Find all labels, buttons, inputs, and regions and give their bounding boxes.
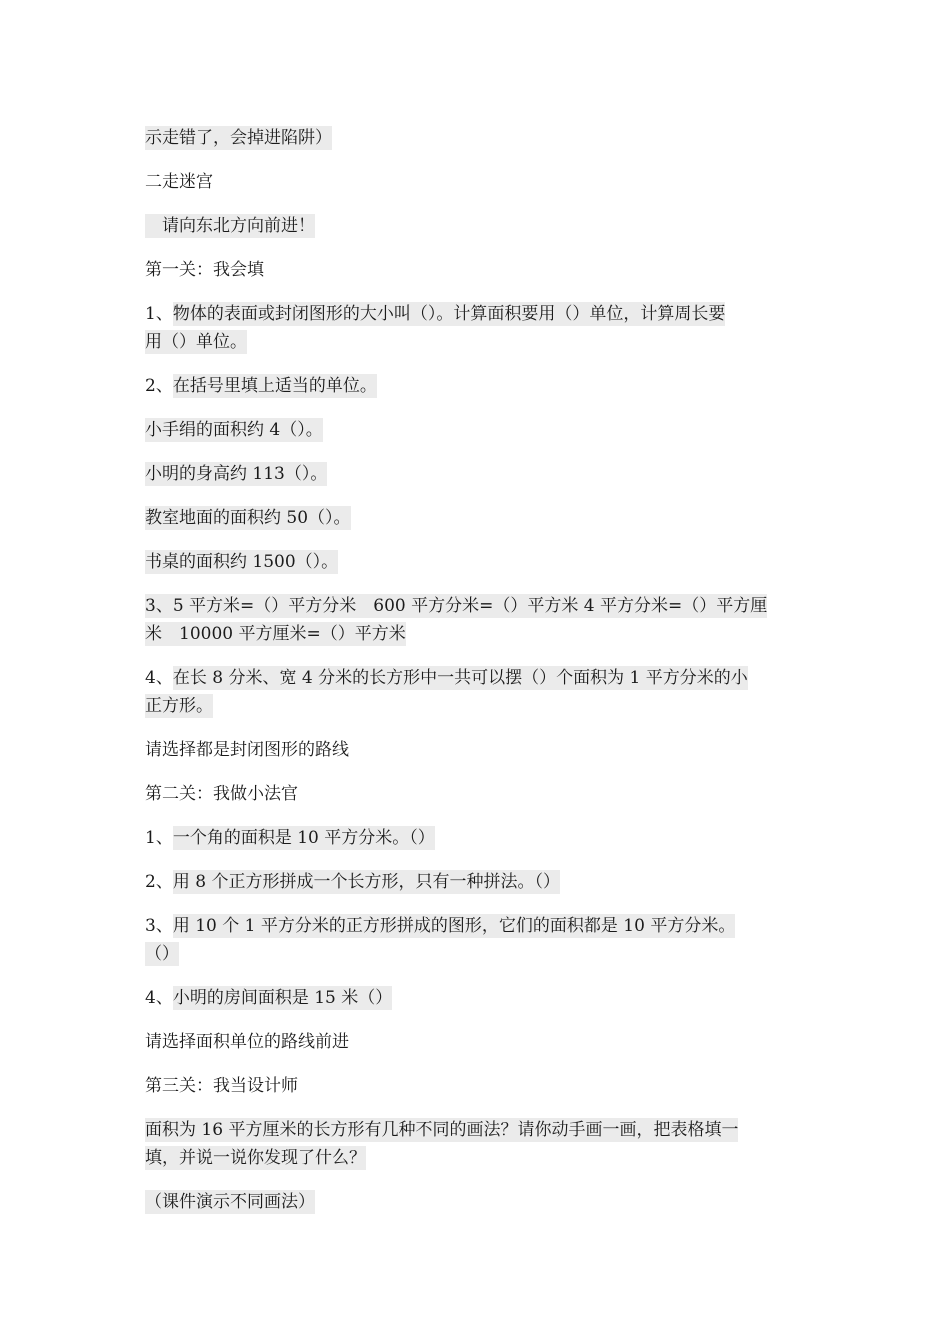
question-text: 在长 8 分米、宽 4 分米的长方形中一共可以摆（）个面积为 1 平方分米的小: [172, 668, 748, 688]
question-text-cont: 填，并说一说你发现了什么？: [145, 1148, 366, 1168]
courseware-note: [145, 1188, 810, 1216]
question-2-2: [145, 868, 810, 896]
question-2-3-cont: [145, 940, 810, 968]
question-text: 小明的房间面积是 15 米（）: [172, 988, 393, 1008]
question-1-4: [145, 664, 810, 692]
fill-item-1: [145, 416, 810, 444]
level-title-2: [145, 780, 810, 808]
paragraph-text: 请选择面积单位的路线前进: [145, 1032, 349, 1052]
fill-item-4: [145, 548, 810, 576]
question-text: 用 10 个 1 平方分米的正方形拼成的图形，它们的面积都是 10 平方分米。: [172, 916, 736, 936]
question-text-cont: 用（）单位。: [145, 332, 247, 352]
question-number: 3、: [145, 916, 173, 936]
question-1-1: [145, 300, 810, 328]
question-number: 2、: [145, 872, 173, 892]
paragraph-text: 请向东北方向前进！: [145, 216, 315, 236]
level-title-1: [145, 256, 810, 284]
paragraph-text: 教室地面的面积约 50（）。: [145, 508, 351, 528]
paragraph-text: （课件演示不同画法）: [145, 1192, 315, 1212]
design-task-cont: [145, 1144, 810, 1172]
paragraph-intro-end: [145, 124, 810, 152]
route-instruction-1: [145, 736, 810, 764]
question-text: 3、5 平方米=（）平方分米 600 平方分米=（）平方米 4 平方分米=（）平方厘: [145, 596, 768, 616]
paragraph-text: 书桌的面积约 1500（）。: [145, 552, 339, 572]
question-1-1-cont: [145, 328, 810, 356]
question-text: 一个角的面积是 10 平方分米。（）: [172, 828, 435, 848]
question-2-1: [145, 824, 810, 852]
question-number: 1、: [145, 828, 173, 848]
question-number: 4、: [145, 668, 173, 688]
paragraph-text: 小手绢的面积约 4（）。: [145, 420, 323, 440]
question-text: 用 8 个正方形拼成一个长方形，只有一种拼法。（）: [172, 872, 560, 892]
fill-item-3: [145, 504, 810, 532]
question-1-2: [145, 372, 810, 400]
paragraph-text: 第一关：我会填: [145, 260, 264, 280]
paragraph-text: 第三关：我当设计师: [145, 1076, 298, 1096]
question-1-3-cont: [145, 620, 810, 648]
question-number: 1、: [145, 304, 173, 324]
section-title-maze: [145, 168, 810, 196]
question-2-3: [145, 912, 810, 940]
question-1-4-cont: [145, 692, 810, 720]
question-2-4: [145, 984, 810, 1012]
question-text: 物体的表面或封闭图形的大小叫（）。计算面积要用（）单位，计算周长要: [172, 304, 726, 324]
paragraph-direction: [145, 212, 810, 240]
question-text: 面积为 16 平方厘米的长方形有几种不同的画法？请你动手画一画，把表格填一: [145, 1120, 739, 1140]
question-text: 在括号里填上适当的单位。: [172, 376, 377, 396]
question-text-cont: 米 10000 平方厘米=（）平方米: [145, 624, 406, 644]
design-task: [145, 1116, 810, 1144]
level-title-3: [145, 1072, 810, 1100]
question-number: 2、: [145, 376, 173, 396]
route-instruction-2: [145, 1028, 810, 1056]
paragraph-text: 小明的身高约 113（）。: [145, 464, 328, 484]
question-text-cont: （）: [145, 944, 179, 964]
question-1-3: [145, 592, 810, 620]
paragraph-text: 第二关：我做小法官: [145, 784, 298, 804]
fill-item-2: [145, 460, 810, 488]
paragraph-text: 二走迷宫: [145, 172, 213, 192]
paragraph-text: 示走错了，会掉进陷阱）: [145, 128, 332, 148]
question-number: 4、: [145, 988, 173, 1008]
question-text-cont: 正方形。: [145, 696, 213, 716]
paragraph-text: 请选择都是封闭图形的路线: [145, 740, 349, 760]
